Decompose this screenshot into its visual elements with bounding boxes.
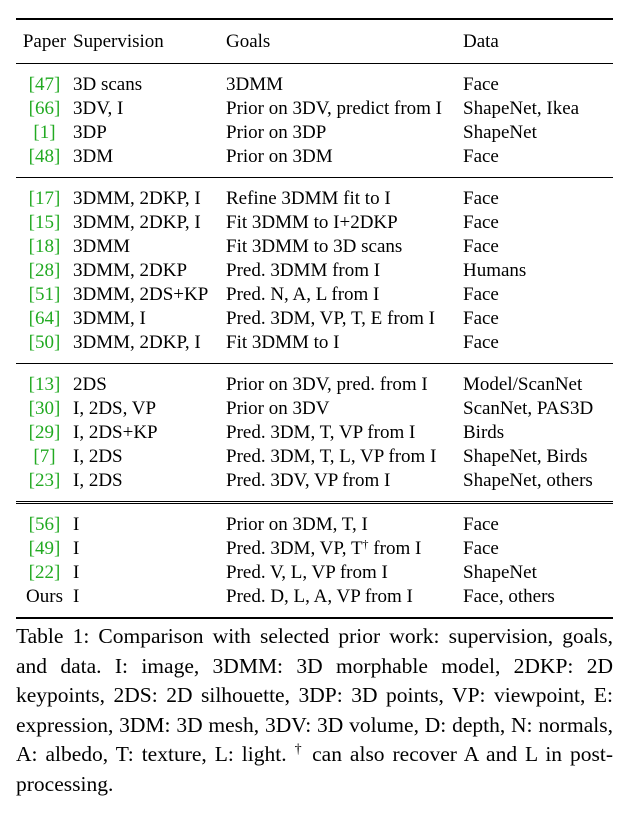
cell-goals: Fit 3DMM to I bbox=[226, 332, 340, 353]
cell-supervision: I bbox=[73, 562, 80, 583]
cell-goals: Pred. 3DM, T, L, VP from I bbox=[226, 446, 437, 467]
cell-paper bbox=[16, 503, 73, 538]
cell-paper bbox=[16, 97, 73, 121]
table-row bbox=[16, 364, 613, 398]
citation-link[interactable]: [64] bbox=[28, 308, 61, 329]
cell-supervision: I, 2DS, VP bbox=[73, 398, 157, 419]
cell-paper bbox=[16, 259, 73, 283]
table-row bbox=[16, 283, 613, 307]
cell-goals: Pred. 3DV, VP from I bbox=[226, 470, 391, 491]
dagger-mark: † bbox=[362, 537, 369, 551]
cell-data: ShapeNet, others bbox=[463, 470, 593, 491]
cell-supervision: I bbox=[73, 538, 80, 559]
cell-paper bbox=[16, 235, 73, 259]
cell-supervision: 3D scans bbox=[73, 64, 226, 98]
table-row bbox=[16, 145, 613, 178]
citation-link[interactable]: [50] bbox=[28, 332, 61, 353]
citation-link[interactable]: [56] bbox=[28, 514, 61, 535]
goals-text: Pred. 3DM, VP, T bbox=[226, 538, 363, 559]
citation-link[interactable]: [15] bbox=[28, 212, 61, 233]
cell-goals: Fit 3DMM to I+2DKP bbox=[226, 212, 398, 233]
cell-data: Face bbox=[463, 236, 499, 257]
citation-link[interactable]: [1] bbox=[33, 122, 56, 143]
cell-paper bbox=[16, 364, 73, 398]
cell-goals: Prior on 3DM, T, I bbox=[226, 503, 463, 538]
citation-link[interactable]: [17] bbox=[28, 188, 61, 209]
cell-goals: Prior on 3DM bbox=[226, 146, 333, 167]
cell-goals: Pred. V, L, VP from I bbox=[226, 562, 388, 583]
cell-data: ShapeNet, Birds bbox=[463, 446, 588, 467]
table-caption bbox=[16, 622, 613, 800]
citation-link[interactable]: [22] bbox=[28, 562, 61, 583]
table-row bbox=[16, 259, 613, 283]
citation-link[interactable]: [47] bbox=[28, 74, 61, 95]
citation-link[interactable]: [13] bbox=[28, 374, 61, 395]
cell-supervision: 3DMM, 2DKP, I bbox=[73, 212, 201, 233]
header-data: Data bbox=[463, 31, 499, 52]
paper-label: Ours bbox=[26, 586, 63, 607]
citation-link[interactable]: [51] bbox=[28, 284, 61, 305]
citation-link[interactable]: [23] bbox=[28, 470, 61, 491]
cell-supervision: 3DMM, 2DKP bbox=[73, 260, 188, 281]
citation-link[interactable]: [18] bbox=[28, 236, 61, 257]
cell-data: Face bbox=[463, 538, 499, 559]
table-row bbox=[16, 445, 613, 469]
cell-goals: Pred. 3DMM from I bbox=[226, 260, 381, 281]
cell-supervision: 3DV, I bbox=[73, 98, 124, 119]
table-row bbox=[16, 397, 613, 421]
cell-paper bbox=[16, 537, 73, 561]
table-row bbox=[16, 561, 613, 585]
citation-link[interactable]: [30] bbox=[28, 398, 61, 419]
cell-goals bbox=[226, 537, 463, 561]
cell-data: Model/ScanNet bbox=[463, 364, 613, 398]
cell-paper bbox=[16, 121, 73, 145]
cell-data: Face bbox=[463, 178, 613, 212]
cell-supervision: I, 2DS+KP bbox=[73, 422, 158, 443]
cell-data: Humans bbox=[463, 260, 527, 281]
cell-supervision: I bbox=[73, 503, 226, 538]
cell-goals: Refine 3DMM fit to I bbox=[226, 178, 463, 212]
cell-paper bbox=[16, 421, 73, 445]
table-row bbox=[16, 503, 613, 538]
cell-supervision: I bbox=[73, 586, 80, 607]
cell-paper bbox=[16, 64, 73, 98]
table-row bbox=[16, 585, 613, 618]
cell-supervision: 3DMM bbox=[73, 236, 131, 257]
cell-data: ShapeNet bbox=[463, 562, 537, 583]
cell-goals: Prior on 3DV, predict from I bbox=[226, 98, 443, 119]
goals-text-tail: from I bbox=[368, 538, 422, 559]
cell-goals: Prior on 3DV, pred. from I bbox=[226, 364, 463, 398]
caption-tail: can also recover A and L in post-processing. bbox=[16, 742, 614, 796]
cell-data: Face bbox=[463, 332, 499, 353]
cell-data: Face bbox=[463, 308, 499, 329]
cell-goals: Pred. D, L, A, VP from I bbox=[226, 586, 413, 607]
cell-supervision: I, 2DS bbox=[73, 446, 123, 467]
cell-supervision: 3DP bbox=[73, 122, 107, 143]
cell-data: Face, others bbox=[463, 586, 555, 607]
caption-dagger: † bbox=[294, 742, 305, 758]
cell-supervision: 3DMM, 2DS+KP bbox=[73, 284, 209, 305]
table-body bbox=[16, 64, 613, 619]
cell-supervision: 3DM bbox=[73, 146, 114, 167]
cell-goals: Pred. 3DM, T, VP from I bbox=[226, 422, 416, 443]
citation-link[interactable]: [66] bbox=[28, 98, 61, 119]
cell-paper bbox=[16, 178, 73, 212]
cell-supervision: 3DMM, 2DKP, I bbox=[73, 332, 201, 353]
caption-text: Table 1: Comparison with selected prior work: supervision, goals, and data. I: image, 3DMM: 3D morphable model, 2DKP: 2D keypoints, 2DS: 2D silhouette, 3DP: 3D points, VP: viewpoint, E: expression, 3DM: 3D mesh, 3DV: 3D volume, D: depth, N: normals, A: albedo, T: texture, L: light. bbox=[16, 624, 613, 767]
cell-paper bbox=[16, 445, 73, 469]
table-row bbox=[16, 178, 613, 212]
comparison-table bbox=[16, 18, 613, 619]
table-row bbox=[16, 235, 613, 259]
cell-data: Face bbox=[463, 284, 499, 305]
citation-link[interactable]: [29] bbox=[28, 422, 61, 443]
table-row bbox=[16, 211, 613, 235]
cell-paper bbox=[16, 283, 73, 307]
cell-goals: Prior on 3DP bbox=[226, 122, 327, 143]
citation-link[interactable]: [7] bbox=[33, 446, 56, 467]
cell-paper bbox=[16, 145, 73, 178]
cell-supervision: 3DMM, 2DKP, I bbox=[73, 178, 226, 212]
cell-paper bbox=[16, 211, 73, 235]
comparison-table-container bbox=[16, 18, 613, 619]
citation-link[interactable]: [48] bbox=[28, 146, 61, 167]
table-row bbox=[16, 537, 613, 561]
table-row bbox=[16, 421, 613, 445]
cell-paper bbox=[16, 469, 73, 503]
citation-link[interactable]: [49] bbox=[28, 538, 61, 559]
cell-paper bbox=[16, 585, 73, 618]
header-paper: Paper bbox=[22, 31, 67, 52]
cell-data: Face bbox=[463, 212, 499, 233]
cell-data: ShapeNet bbox=[463, 122, 537, 143]
cell-data: Face bbox=[463, 503, 613, 538]
header-goals: Goals bbox=[226, 31, 271, 52]
cell-paper bbox=[16, 331, 73, 364]
cell-data: Birds bbox=[463, 422, 505, 443]
cell-paper bbox=[16, 307, 73, 331]
table-header-row bbox=[16, 19, 613, 64]
cell-supervision: 2DS bbox=[73, 364, 226, 398]
table-row bbox=[16, 97, 613, 121]
cell-data: ScanNet, PAS3D bbox=[463, 398, 594, 419]
cell-supervision: I, 2DS bbox=[73, 470, 123, 491]
cell-supervision: 3DMM, I bbox=[73, 308, 146, 329]
cell-paper bbox=[16, 397, 73, 421]
header-supervision: Supervision bbox=[73, 31, 164, 52]
cell-paper bbox=[16, 561, 73, 585]
table-row bbox=[16, 64, 613, 98]
cell-data: Face bbox=[463, 146, 499, 167]
table-row bbox=[16, 121, 613, 145]
cell-goals: Pred. N, A, L from I bbox=[226, 284, 380, 305]
table-row bbox=[16, 331, 613, 364]
cell-data: Face bbox=[463, 64, 613, 98]
cell-data: ShapeNet, Ikea bbox=[463, 98, 580, 119]
cell-goals: Pred. 3DM, VP, T, E from I bbox=[226, 308, 435, 329]
cell-goals: 3DMM bbox=[226, 64, 463, 98]
table-row bbox=[16, 469, 613, 503]
cell-goals: Prior on 3DV bbox=[226, 398, 330, 419]
citation-link[interactable]: [28] bbox=[28, 260, 61, 281]
table-row bbox=[16, 307, 613, 331]
cell-goals: Fit 3DMM to 3D scans bbox=[226, 236, 403, 257]
